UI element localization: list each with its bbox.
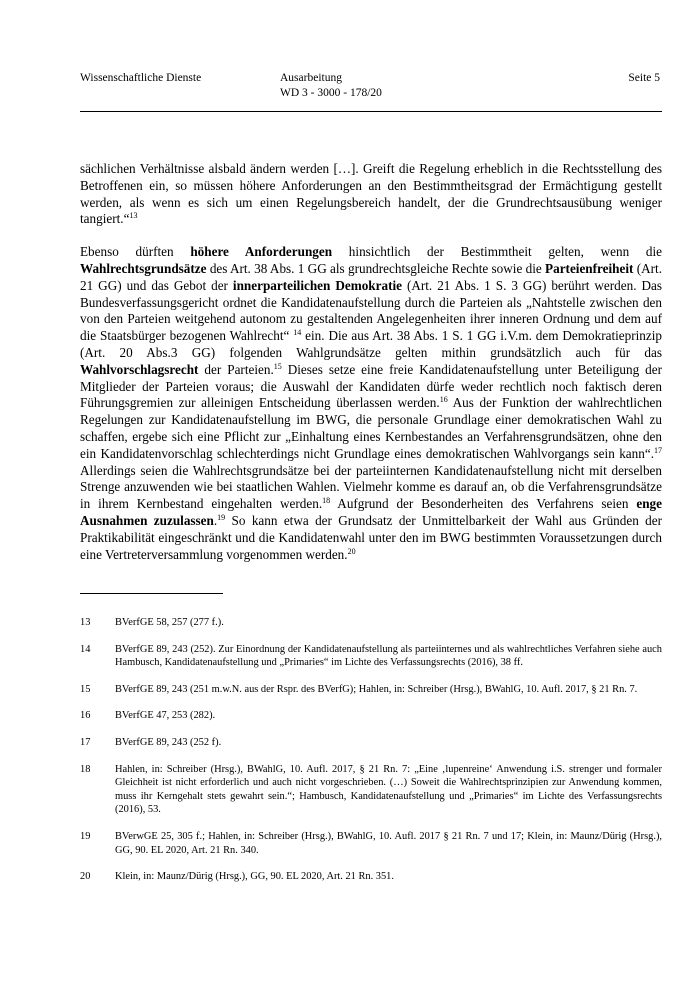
text-run: Dieses setze eine freie Kandidatenaufstellung unter Beteiligung der Mitglieder der Parteien voraus; die Auswahl der Kandidaten dürfe weder rechtlich noch faktisch deren Führungsgremien zur alleinigen Entscheidung überlassen werden. bbox=[80, 361, 663, 411]
text-run: des Art. 38 Abs. 1 GG als grundrechtsgleiche Rechte sowie die bbox=[206, 260, 546, 276]
text-run: . bbox=[213, 512, 218, 528]
footnote-16 bbox=[80, 709, 662, 723]
footnote-ref-14[interactable]: 14 bbox=[293, 328, 302, 338]
text-run: (Art. 21 Abs. 1 S. 3 GG) berührt werden. Das Bundesverfassungsgericht ordnet die Kandidatenaufstellung durch die Parteien als „Nahtstelle zwischen den von den Parteien weitgehend autonom zu gestaltenden Angelegenheiten ihrer inneren Ordnung und dem auf die Staatsbürger bezogenen Wahlrecht“ bbox=[80, 277, 662, 344]
text-run: der Parteien. bbox=[198, 361, 274, 377]
footnote-number: 14 bbox=[80, 643, 91, 655]
text-run: Aufgrund der Besonderheiten des Verfahrens seien bbox=[330, 496, 637, 512]
footnote-text: BVerfGE 89, 243 (252 f). bbox=[115, 736, 222, 748]
bold-term: enge Ausnahmen zuzulassen bbox=[80, 496, 662, 528]
text-run: ein. Die aus Art. 38 Abs. 1 S. 1 GG i.V.m. dem Demokratieprinzip (Art. 20 Abs.3 GG) folgenden Wahlgrundsätze gelten mithin grundsätzlich auch für das bbox=[80, 328, 662, 360]
footnote-text: Klein, in: Maunz/Dürig (Hrsg.), GG, 90. EL 2020, Art. 21 Rn. 351. bbox=[115, 871, 394, 883]
body-text bbox=[80, 161, 662, 579]
footnote-number: 18 bbox=[80, 763, 91, 775]
bold-term: Wahlrechtsgrundsätze bbox=[80, 260, 207, 276]
text-run: Ebenso dürften bbox=[80, 244, 191, 260]
footnote-number: 19 bbox=[80, 830, 91, 842]
footnote-ref-18[interactable]: 18 bbox=[322, 496, 331, 506]
text-run: Aus der Funktion der wahlrechtlichen Regelungen zur Kandidatenaufstellung im BWG, die personale Grundlage einer demokratischen Wahl zu schaffen, ergebe sich eine Pflicht zur „Einhaltung eines Kernbestandes an Verfahrensgrundsätzen, ohne den ein Kandidatenvorschlag schlechterdings nicht Grundlage eines demokratischen Wahlvorgangs sein kann“. bbox=[80, 395, 662, 461]
footnote-15 bbox=[80, 683, 662, 697]
text-run: Allerdings seien die Wahlrechtsgrundsätze bei der parteiinternen Kandidatenaufstellung nicht mit derselben Strenge anzuwenden wie bei staatlichen Wahlen. Vielmehr komme es darauf an, ob die Verfahrensgrundsätze in ihrem Kernbestand eingehalten werden. bbox=[80, 462, 662, 512]
bold-term: Parteienfreiheit bbox=[545, 260, 634, 276]
text-run: hinsichtlich der Bestimmtheit gelten, wenn die bbox=[332, 244, 662, 260]
paragraph-1-text: sächlichen Verhältnisse alsbald ändern werden […]. Greift die Regelung erheblich in die Rechtsstellung des Betroffenen ein, so müssen höhere Anforderungen an den Bestimmtheitsgrad der Ermächtigung gestellt werden, als wenn es sich um einen Regelungsbereich handelt, der die Grundrechtsausübung weniger tangiert.“ bbox=[80, 161, 662, 227]
paragraph-1 bbox=[80, 161, 662, 228]
footnote-17 bbox=[80, 736, 662, 750]
footnotes bbox=[80, 616, 662, 897]
footnote-text: BVerfGE 47, 253 (282). bbox=[115, 710, 216, 722]
bold-term: Wahlvorschlagsrecht bbox=[80, 361, 199, 377]
header-page-number: Seite 5 bbox=[628, 72, 660, 84]
page-header bbox=[80, 71, 662, 112]
footnote-text: BVerfGE 89, 243 (252). Zur Einordnung der Kandidatenaufstellung als parteiinternes und als wahlrechtliches Verfahren siehe auch Hambusch, Kandidatenaufstellung und „Primaries“ im Lichte des Verfassungsrechts (2016), 38 ff. bbox=[115, 643, 662, 669]
footnote-number: 15 bbox=[80, 683, 91, 695]
bold-term: innerparteilichen Demokratie bbox=[232, 277, 402, 293]
footnote-20 bbox=[80, 870, 662, 884]
footnote-number: 17 bbox=[80, 736, 91, 748]
footnote-number: 13 bbox=[80, 617, 91, 628]
footnote-ref-17[interactable]: 17 bbox=[654, 445, 662, 455]
paragraph-2 bbox=[80, 244, 662, 563]
footnote-number: 20 bbox=[80, 871, 91, 883]
footnote-text: BVerwGE 25, 305 f.; Hahlen, in: Schreiber (Hrsg.), BWahlG, 10. Aufl. 2017 § 21 Rn. 7 und 17; Klein, in: Maunz/Dürig (Hrsg.), GG, 90. EL 2020, Art. 21 Rn. 340. bbox=[115, 830, 662, 856]
footnote-ref-13[interactable]: 13 bbox=[129, 211, 138, 221]
footnote-13 bbox=[80, 616, 662, 630]
footnote-text: Hahlen, in: Schreiber (Hrsg.), BWahlG, 10. Aufl. 2017, § 21 Rn. 7: „Eine ‚lupenreine‘ Anwendung i.S. strenger und formaler Gleichheit ist nicht erforderlich und auch nicht vorgeschrieben. (…) Soweit die Wahlrechtsprinzipien zur Anwendung kommen, muss ihr Kerngehalt stets gewahrt sein.“; Hambusch, Kandidatenaufstellung und „Primaries“ im Lichte des Verfassungsrechts (2016), 53. bbox=[115, 763, 662, 816]
text-run: (Art. 21 GG) und das Gebot der bbox=[80, 260, 662, 293]
footnote-ref-16[interactable]: 16 bbox=[439, 395, 448, 405]
header-document-type: Ausarbeitung bbox=[280, 72, 342, 84]
header-department: Wissenschaftliche Dienste bbox=[80, 72, 202, 84]
text-run: So kann etwa der Grundsatz der Unmittelbarkeit der Wahl aus Gründen der Praktikabilität eingeschränkt und die Kandidatenwahl unter den im BWG bestimmten Voraussetzungen durch eine Vertreterversammlung vorgenommen werden. bbox=[80, 512, 662, 562]
header-document-info bbox=[280, 71, 382, 101]
footnote-14 bbox=[80, 643, 662, 670]
footnote-text: BVerfGE 89, 243 (251 m.w.N. aus der Rspr. des BVerfG); Hahlen, in: Schreiber (Hrsg.), BWahlG, 10. Aufl. 2017, § 21 Rn. 7. bbox=[115, 683, 638, 695]
footnote-separator bbox=[80, 593, 223, 594]
footnote-18 bbox=[80, 763, 662, 817]
footnote-number: 16 bbox=[80, 710, 91, 722]
footnote-ref-20[interactable]: 20 bbox=[347, 546, 356, 556]
header-document-number: WD 3 - 3000 - 178/20 bbox=[280, 87, 382, 99]
bold-term: höhere Anforderungen bbox=[190, 244, 333, 260]
footnote-ref-19[interactable]: 19 bbox=[217, 512, 226, 522]
footnote-ref-15[interactable]: 15 bbox=[273, 361, 282, 371]
footnote-text: BVerfGE 58, 257 (277 f.). bbox=[115, 617, 224, 628]
footnote-19 bbox=[80, 830, 662, 857]
